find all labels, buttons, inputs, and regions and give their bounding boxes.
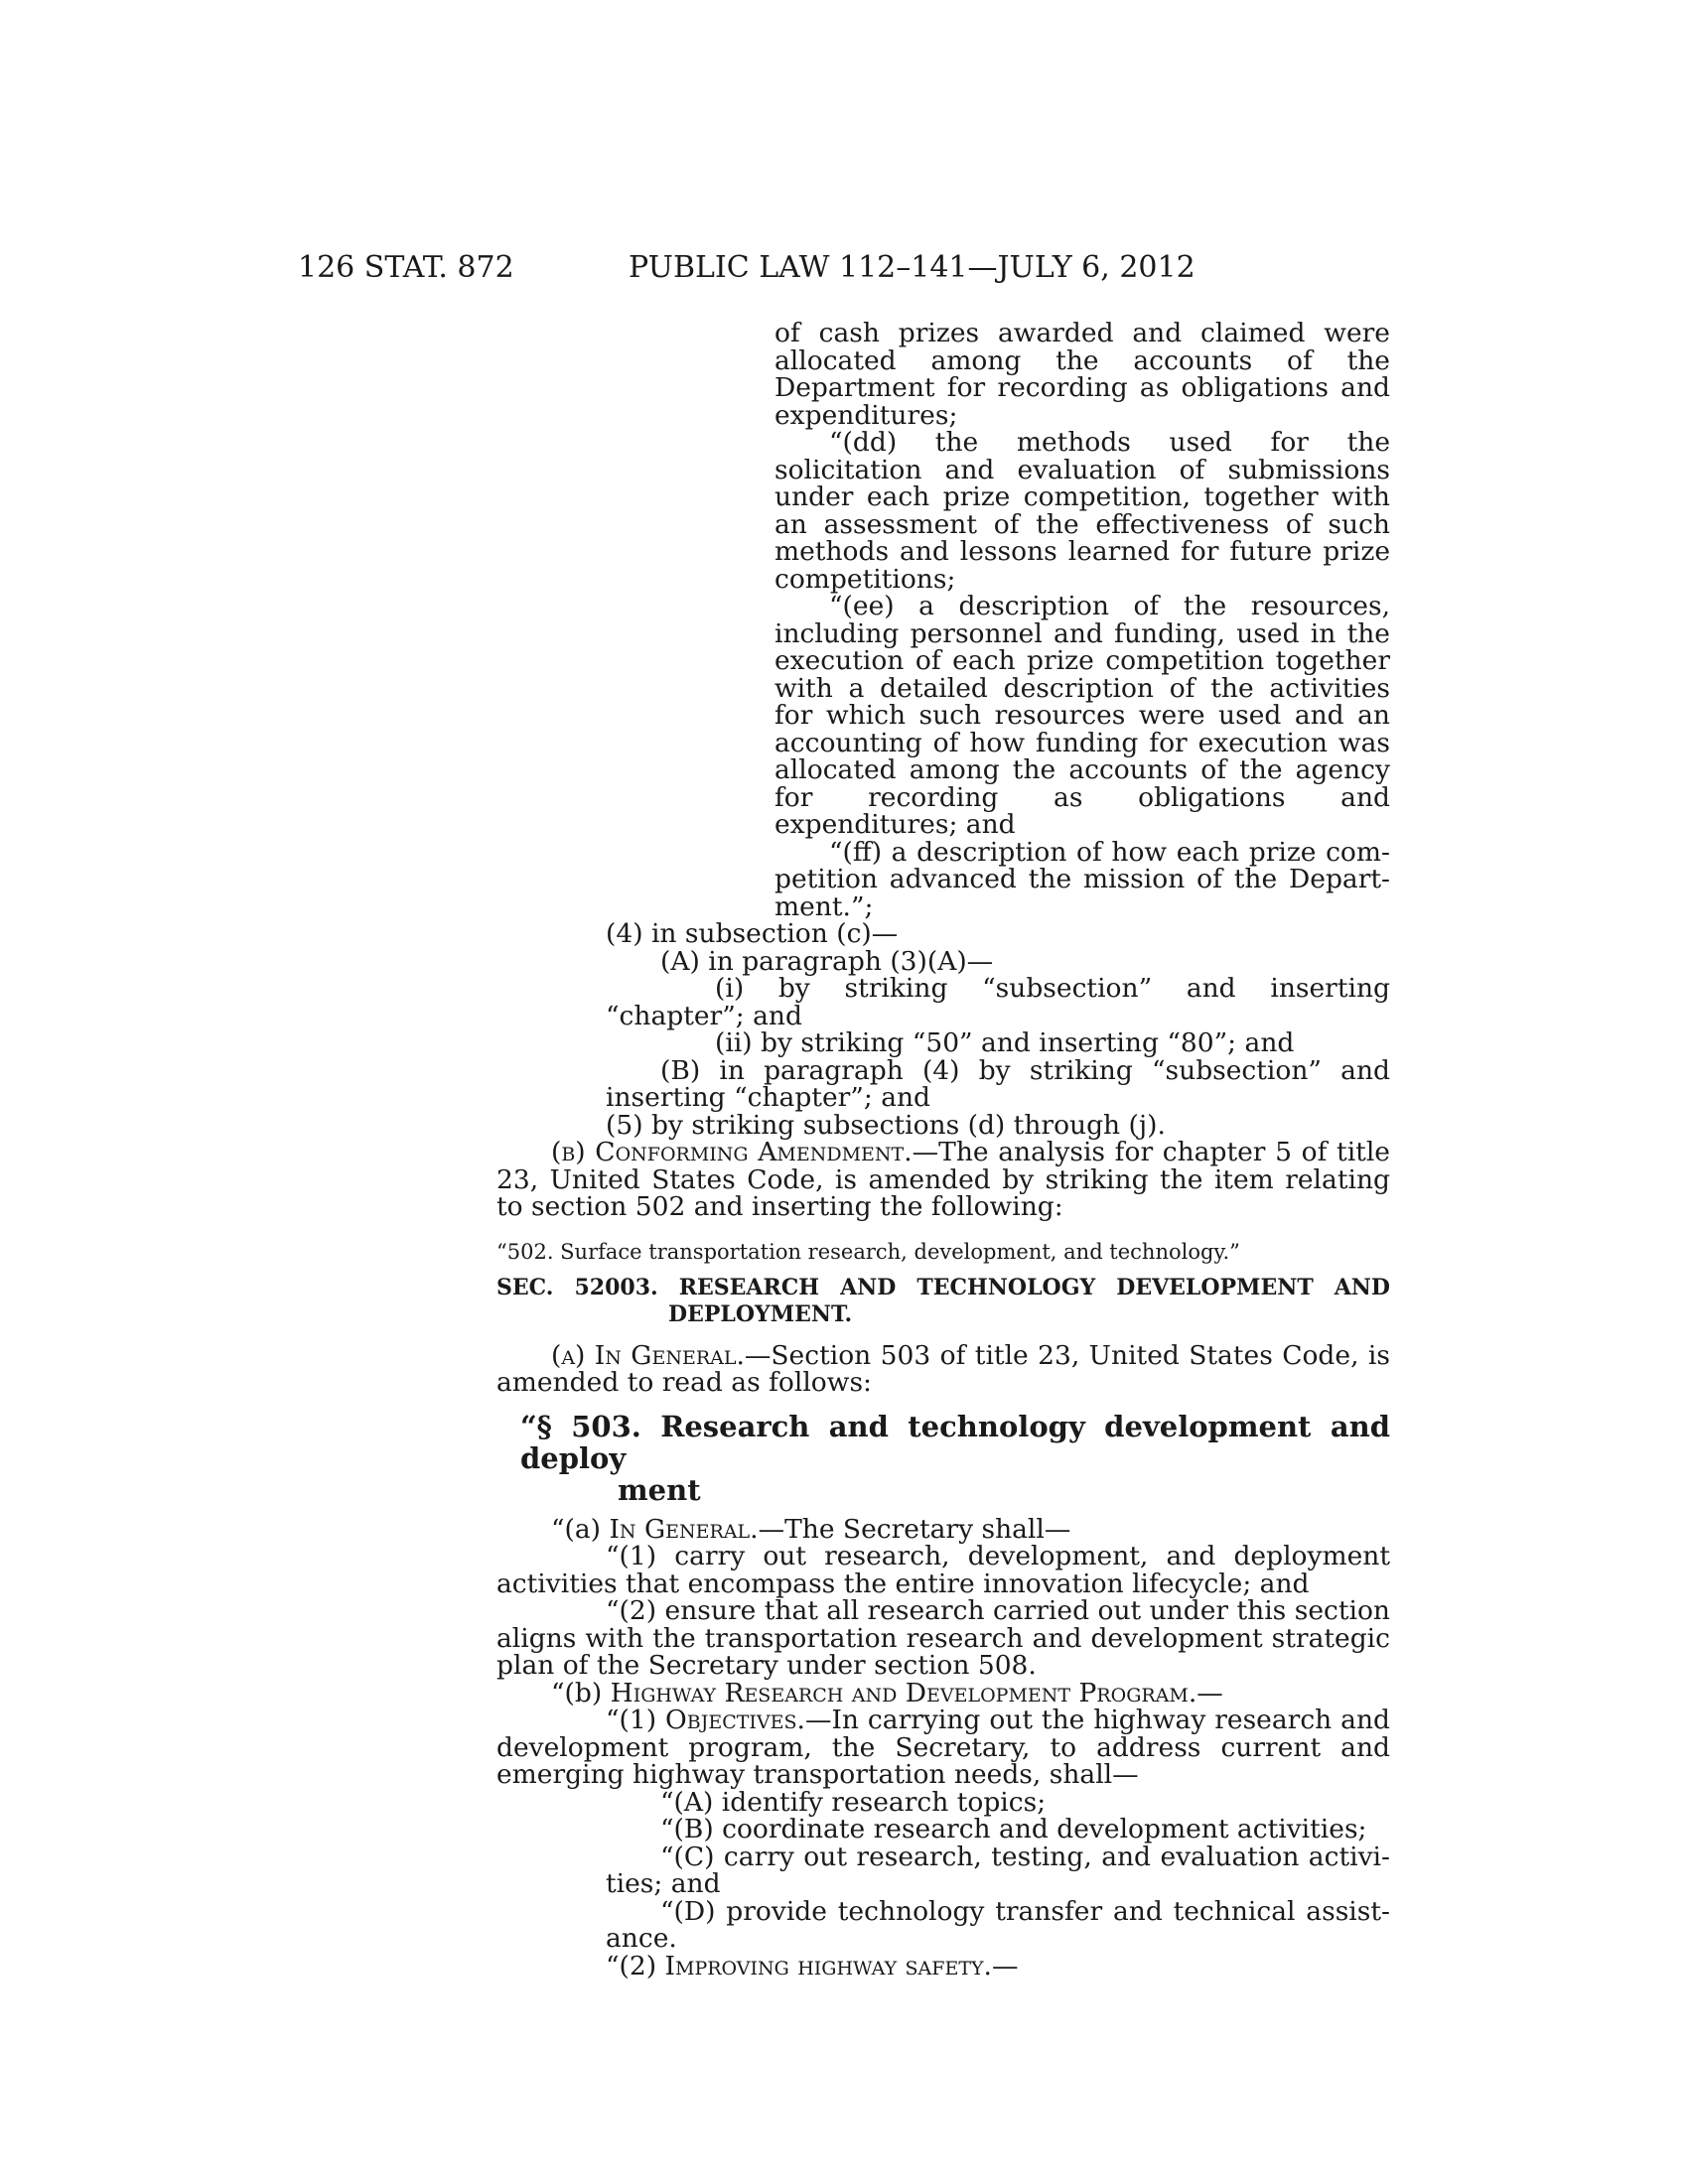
section-503-title [496, 1411, 1390, 1506]
in-general-label: (a) In General. [551, 1339, 745, 1371]
conforming-amendment-label: (b) Conforming Amendment. [551, 1137, 913, 1167]
paragraph-4A: (A) in paragraph (3)(A)— [660, 945, 994, 977]
paragraph-b1-prefix: “(1) [606, 1705, 666, 1735]
paragraph-a1: “(1) carry out research, development, and deployment activities that encompass the entire innovation lifecycle; and [496, 1541, 1390, 1599]
section-heading-line1: SEC. 52003. RESEARCH AND TECHNOLOGY DEVELOPMENT AND [496, 1274, 1390, 1300]
subparagraph-bA: “(A) identify research topics; [660, 1786, 1047, 1818]
running-head: PUBLIC LAW 112–141—JULY 6, 2012 [629, 250, 1196, 285]
subsection-b-label: Highway Research and Development Program. [610, 1677, 1197, 1708]
conforming-amendment-text: —The analysis for chapter 5 of title 23, United States Code, is amended by striking the item relating to section 502 and inserting the following: [496, 1137, 1390, 1222]
table-of-sections-item: “502. Surface transportation research, development, and technology.” [496, 1239, 1240, 1264]
section-503-title-line2: ment [618, 1472, 701, 1507]
page-body [496, 320, 1390, 1979]
paragraph-b2-prefix: “(2) [606, 1950, 665, 1981]
paragraph-a2: “(2) ensure that all research carried out under this section aligns with the transportation research and development strategic plan of the Secretary under section 508. [496, 1595, 1390, 1681]
subsection-b-prefix: “(b) [551, 1677, 611, 1708]
paragraph-4B: (B) in paragraph (4) by striking “subsection” and inserting “chapter”; and [606, 1054, 1390, 1113]
in-general-text: —Section 503 of title 23, United States Code, is amended to read as follows: [496, 1339, 1390, 1398]
subsection-b [496, 1677, 1390, 1708]
clause-4Ai: (i) by striking “subsection” and inserting “chapter”; and [606, 973, 1390, 1031]
subsection-a-prefix: “(a) [551, 1513, 610, 1545]
paragraph-b1-label: Objectives. [665, 1705, 805, 1735]
subparagraph-bD: “(D) provide technology transfer and technical assistance. [606, 1895, 1390, 1954]
section-503-title-line1: “§ 503. Research and technology development and deploy [520, 1409, 1390, 1475]
subclause-dd: “(dd) the methods used for the solicitation and evaluation of submissions under each prize competition, together with an assessment of the effectiveness of such methods and lessons learned for future prize competitions; [774, 427, 1390, 595]
paragraph-b2-label: Improving highway safety. [664, 1950, 992, 1981]
section-heading-line2: DEPLOYMENT. [668, 1300, 853, 1327]
subsection-a-text: —The Secretary shall— [758, 1513, 1071, 1545]
paragraph-b1 [496, 1706, 1390, 1789]
conforming-amendment [496, 1139, 1390, 1221]
subclause-ff: “(ff) a description of how each prize competition advanced the mission of the Department.”; [774, 836, 1390, 922]
page-header [298, 250, 1390, 290]
stat-page-number: 126 STAT. 872 [298, 250, 514, 285]
subsection-b-text: — [1196, 1677, 1223, 1708]
in-general-paragraph [496, 1339, 1390, 1398]
continuation-paragraph: of cash prizes awarded and claimed were allocated among the accounts of the Department for recording as obligations and expenditures; [774, 318, 1390, 431]
subsection-a-label: In General. [609, 1513, 759, 1545]
subsection-a [496, 1513, 1390, 1545]
paragraph-b1-text: —In carrying out the highway research and development program, the Secretary, to address current and emerging highway transportation needs, shall— [496, 1705, 1390, 1790]
subparagraph-bC: “(C) carry out research, testing, and evaluation activities; and [606, 1841, 1390, 1899]
clause-4Aii: (ii) by striking “50” and inserting “80”; and [715, 1027, 1295, 1058]
paragraph-4: (4) in subsection (c)— [606, 918, 899, 949]
subclause-block [774, 320, 1390, 920]
section-heading [496, 1275, 1390, 1328]
subclause-ee: “(ee) a description of the resources, including personnel and funding, used in the execution of each prize competition together with a detailed description of the activities for which such resources were used and an accounting of how funding for execution was allocated among the accounts of the agency for recording as obligations and expenditures; and [774, 591, 1390, 840]
subparagraph-bB: “(B) coordinate research and development activities; [660, 1814, 1367, 1844]
paragraph-b2 [496, 1950, 1390, 1981]
paragraph-5: (5) by striking subsections (d) through (j). [606, 1109, 1166, 1141]
paragraph-b2-text: — [991, 1950, 1019, 1981]
